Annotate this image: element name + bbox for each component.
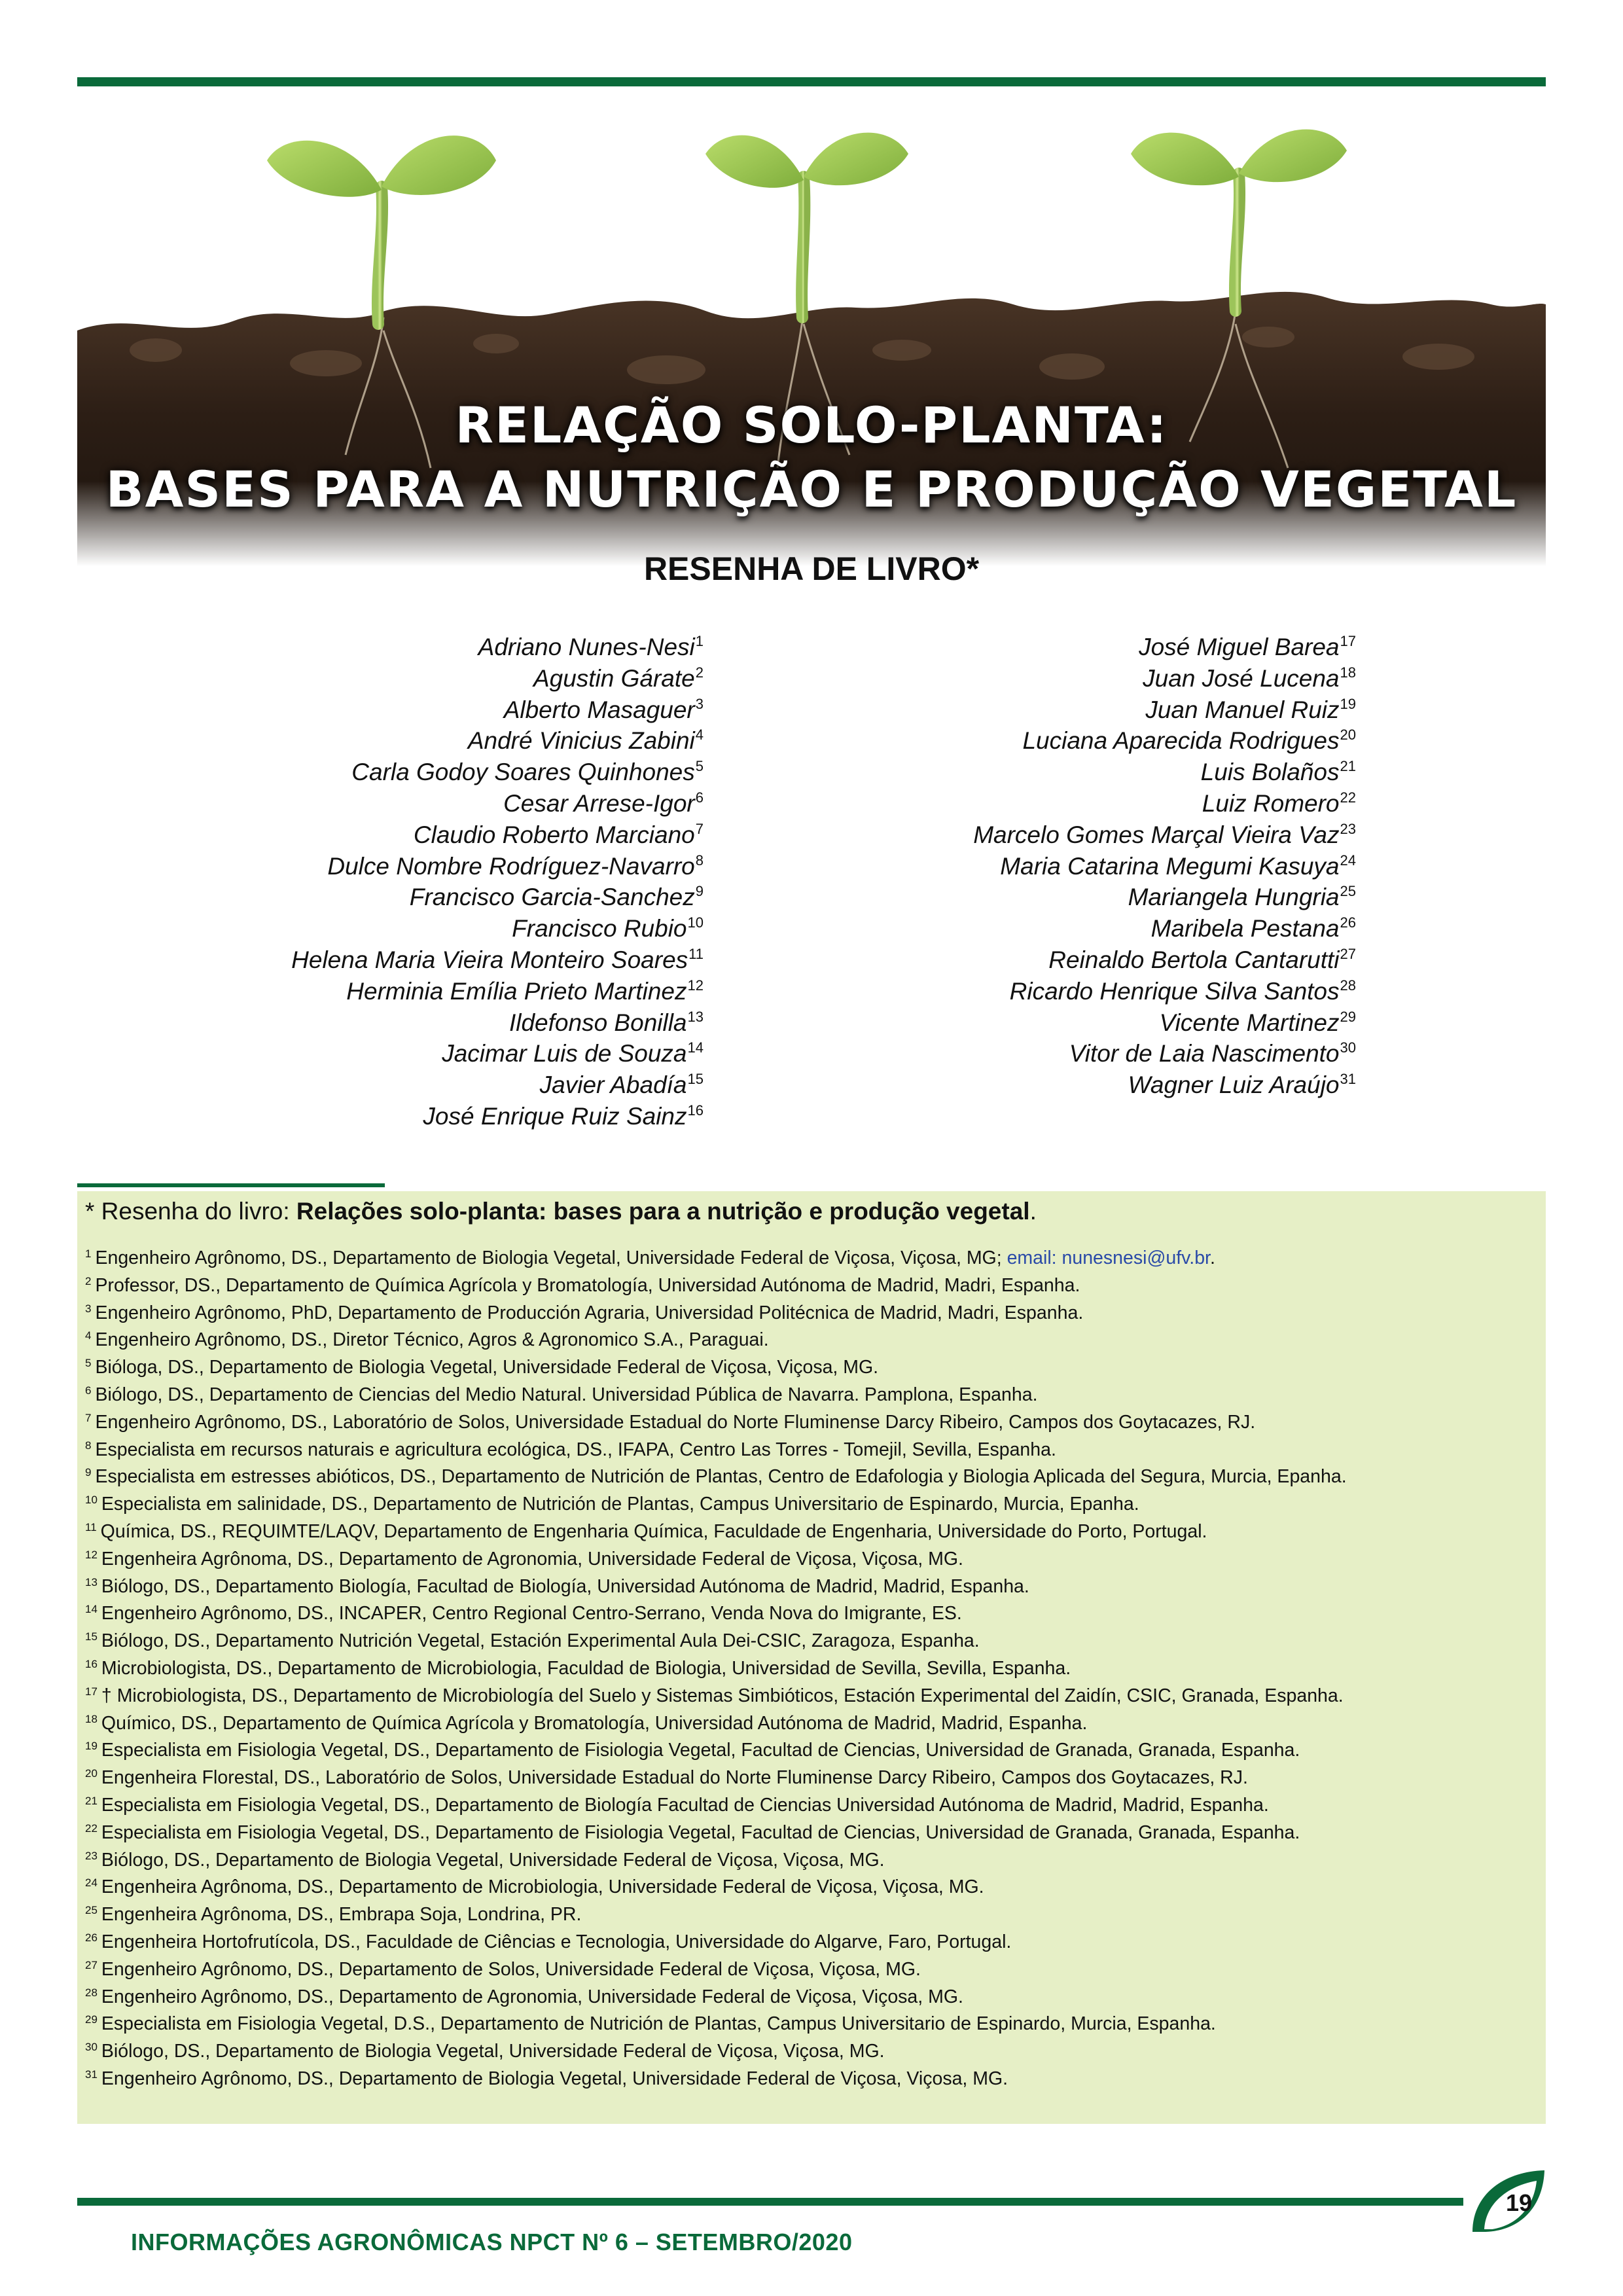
footnote (85, 1272, 1538, 1300)
author-name (818, 851, 1356, 882)
footnote-number: 27 (85, 1958, 98, 1971)
footnote-number: 22 (85, 1821, 98, 1835)
authors-left-column (196, 632, 704, 1132)
footnote-number: 5 (85, 1357, 92, 1370)
footnote-number: 13 (85, 1575, 98, 1588)
book-title: Relações solo-planta: bases para a nutrição e produção vegetal (296, 1198, 1030, 1225)
author-ref: 6 (695, 789, 704, 806)
author-ref: 30 (1340, 1039, 1356, 1056)
author-name-text: Vitor de Laia Nascimento (1069, 1040, 1340, 1067)
footnote-number: 1 (85, 1247, 92, 1260)
author-name-text: Vicente Martinez (1159, 1009, 1340, 1036)
footnote-text: Engenheiro Agrônomo, DS., Diretor Técnico, Agros & Agronomico S.A., Paraguai. (95, 1329, 769, 1351)
author-name-text: Francisco Garcia-Sanchez (409, 884, 695, 911)
footnote-number: 6 (85, 1384, 92, 1397)
author-name (196, 819, 704, 851)
author-name-text: Herminia Emília Prieto Martinez (346, 977, 687, 1005)
author-name-text: Ildefonso Bonilla (508, 1009, 687, 1036)
author-name (196, 944, 704, 976)
footnote-text: Especialista em estresses abióticos, DS., Departamento de Nutrición de Plantas, Centro de Edafologia y Biologia Aplicada del Segura, Murcia, Epanha. (95, 1466, 1347, 1488)
author-name-text: Marcelo Gomes Marçal Vieira Vaz (973, 821, 1340, 848)
author-name (196, 1007, 704, 1039)
footnote-number: 12 (85, 1548, 98, 1561)
footnote-number: 31 (85, 2068, 98, 2081)
footnote-text: Biólogo, DS., Departamento de Ciencias del Medio Natural. Universidad Pública de Navarra. Pamplona, Espanha. (95, 1384, 1038, 1405)
book-review-note (85, 1198, 1037, 1225)
footnotes (85, 1245, 1538, 2093)
footnote-number: 14 (85, 1603, 98, 1616)
notes-rule (77, 1183, 385, 1187)
footnote-number: 21 (85, 1794, 98, 1807)
author-ref: 19 (1340, 695, 1356, 712)
footnote-number: 16 (85, 1657, 98, 1670)
author-ref: 1 (695, 633, 704, 649)
author-name-text: Luis Bolaños (1200, 759, 1340, 786)
author-name (818, 1069, 1356, 1101)
author-name (818, 694, 1356, 726)
author-ref: 31 (1340, 1071, 1356, 1088)
author-name (818, 944, 1356, 976)
footnote-number: 17 (85, 1685, 98, 1698)
footnote-number: 29 (85, 2013, 98, 2026)
author-ref: 16 (687, 1102, 704, 1119)
author-name (818, 725, 1356, 757)
footnote-number: 19 (85, 1740, 98, 1753)
author-name-text: Francisco Rubio (512, 915, 687, 942)
footnote-number: 4 (85, 1329, 92, 1342)
footnote-text: † Microbiologista, DS., Departamento de Microbiología del Suelo y Sistemas Simbióticos, Estación Experimental del Zaidín, CSIC, Granada, Espanha. (101, 1685, 1344, 1706)
footnote (85, 1929, 1538, 1956)
author-name (818, 1007, 1356, 1039)
author-name (818, 976, 1356, 1007)
footnote-text: Biólogo, DS., Departamento de Biologia Vegetal, Universidade Federal de Viçosa, Viçosa, MG. (101, 1849, 885, 1871)
footnote-number: 15 (85, 1630, 98, 1643)
footnote-text: Biólogo, DS., Departamento Nutrición Vegetal, Estación Experimental Aula Dei-CSIC, Zaragoza, Espanha. (101, 1630, 980, 1652)
footnote-text: Microbiologista, DS., Departamento de Microbiologia, Faculdad de Biologia, Universidad de Sevilla, Sevilla, Espanha. (101, 1657, 1071, 1679)
footnote-text: Engenheiro Agrônomo, DS., Departamento de Solos, Universidade Federal de Viçosa, Viçosa, MG. (101, 1958, 921, 1980)
author-ref: 26 (1340, 914, 1356, 931)
footnote (85, 1655, 1538, 1683)
author-name (818, 632, 1356, 663)
footnote-number: 11 (85, 1520, 97, 1534)
author-name-text: Juan Manuel Ruiz (1145, 696, 1340, 723)
footnote-text: Bióloga, DS., Departamento de Biologia Vegetal, Universidade Federal de Viçosa, Viçosa, MG. (95, 1357, 879, 1378)
footnote (85, 1956, 1538, 1984)
footnote (85, 1463, 1538, 1491)
footnote (85, 1710, 1538, 1738)
footnote (85, 1901, 1538, 1929)
footnote (85, 1300, 1538, 1327)
bottom-rule (77, 2198, 1463, 2206)
footnote (85, 1765, 1538, 1792)
author-name-text: Dulce Nombre Rodríguez-Navarro (327, 852, 695, 880)
author-ref: 5 (695, 758, 704, 775)
author-name-text: Adriano Nunes-Nesi (478, 634, 695, 660)
author-name-text: Luiz Romero (1202, 789, 1340, 817)
author-name-text: José Miguel Barea (1139, 634, 1340, 660)
author-name (196, 757, 704, 788)
footnote-text-end: . (1209, 1247, 1215, 1268)
email-link[interactable]: email: nunesnesi@ufv.br (1007, 1247, 1210, 1268)
footnote-text: Engenheira Hortofrutícola, DS., Faculdade de Ciências e Tecnologia, Universidade do Algarve, Faro, Portugal. (101, 1931, 1012, 1952)
footnote-text: Química, DS., REQUIMTE/LAQV, Departamento de Engenharia Química, Faculdade de Engenharia, Universidade do Porto, Portugal. (100, 1520, 1207, 1542)
footnote-text: Engenheira Florestal, DS., Laboratório de Solos, Universidade Estadual do Norte Fluminense Darcy Ribeiro, Campos dos Goytacazes, RJ. (101, 1767, 1248, 1789)
author-ref: 25 (1340, 883, 1356, 900)
footnote (85, 1491, 1538, 1518)
footnote (85, 1683, 1538, 1710)
author-ref: 15 (687, 1071, 704, 1088)
footnote (85, 1518, 1538, 1546)
author-name (818, 913, 1356, 944)
footnote-number: 23 (85, 1849, 98, 1862)
footnote-number: 28 (85, 1986, 98, 1999)
author-name (196, 632, 704, 663)
footnote-text: Especialista em Fisiologia Vegetal, DS., Departamento de Biología Facultad de Ciencias Universidad Autónoma de Madrid, Madrid, Espanha. (101, 1794, 1269, 1816)
title-line-2: BASES PARA A NUTRIÇÃO E PRODUÇÃO VEGETAL (105, 460, 1518, 518)
footnote-text: Especialista em Fisiologia Vegetal, DS., Departamento de Fisiologia Vegetal, Facultad de Ciencias, Universidad de Granada, Granada, Espanha. (101, 1821, 1300, 1843)
author-ref: 23 (1340, 820, 1356, 837)
author-name (818, 757, 1356, 788)
footnote-text: Professor, DS., Departamento de Química Agrícola y Bromatología, Universidad Autónoma de Madrid, Madri, Espanha. (95, 1274, 1080, 1296)
footnote (85, 1382, 1538, 1409)
author-name (196, 976, 704, 1007)
author-name-text: Carla Godoy Soares Quinhones (351, 759, 695, 786)
author-ref: 18 (1340, 664, 1356, 681)
author-ref: 24 (1340, 852, 1356, 869)
author-name (196, 882, 704, 913)
footnote-number: 24 (85, 1876, 98, 1890)
author-name (196, 1038, 704, 1069)
author-ref: 13 (687, 1008, 704, 1025)
author-name-text: Javier Abadía (539, 1071, 687, 1099)
footnote (85, 1437, 1538, 1464)
author-ref: 22 (1340, 789, 1356, 806)
footnote-text: Engenheiro Agrônomo, DS., Laboratório de Solos, Universidade Estadual do Norte Fluminense Darcy Ribeiro, Campos dos Goytacazes, RJ. (95, 1411, 1256, 1433)
author-name (196, 1101, 704, 1132)
author-name-text: Cesar Arrese-Igor (503, 789, 695, 817)
footnote-number: 26 (85, 1931, 98, 1944)
author-name-text: Mariangela Hungria (1128, 884, 1340, 911)
footnote-text: Engenheira Agrônoma, DS., Departamento de Microbiologia, Universidade Federal de Viçosa, Viçosa, MG. (101, 1876, 984, 1898)
author-name (196, 851, 704, 882)
authors-right-column (818, 632, 1356, 1101)
author-name (196, 913, 704, 944)
footnote-number: 10 (85, 1494, 98, 1507)
author-ref: 11 (688, 945, 704, 962)
author-name-text: André Vinicius Zabini (467, 727, 695, 755)
footnote-number: 9 (85, 1466, 92, 1479)
author-name-text: Claudio Roberto Marciano (413, 821, 695, 848)
author-ref: 9 (695, 883, 704, 900)
footnote-number: 3 (85, 1302, 92, 1315)
author-name-text: Helena Maria Vieira Monteiro Soares (291, 946, 688, 973)
author-name-text: Ricardo Henrique Silva Santos (1009, 977, 1340, 1005)
author-name (818, 819, 1356, 851)
author-ref: 10 (687, 914, 704, 931)
author-name (818, 788, 1356, 819)
author-ref: 4 (695, 726, 704, 744)
author-name (818, 663, 1356, 694)
author-name (196, 1069, 704, 1101)
author-name-text: Luciana Aparecida Rodrigues (1022, 727, 1340, 755)
footnote (85, 2011, 1538, 2038)
author-ref: 14 (687, 1039, 704, 1056)
note-suffix: . (1029, 1198, 1037, 1225)
footnote-text: Engenheira Agrônoma, DS., Embrapa Soja, Londrina, PR. (101, 1904, 582, 1926)
page-number: 19 (1505, 2189, 1533, 2216)
hero-image (77, 115, 1546, 566)
footnote (85, 1600, 1538, 1628)
author-ref: 28 (1340, 977, 1356, 994)
footnote-text: Especialista em Fisiologia Vegetal, D.S., Departamento de Nutrición de Plantas, Campus Universitario de Espinardo, Murcia, Espanha. (101, 2013, 1216, 2035)
author-ref: 29 (1340, 1008, 1356, 1025)
author-ref: 20 (1340, 726, 1356, 744)
author-name (818, 1038, 1356, 1069)
footnote-text: Químico, DS., Departamento de Química Agrícola y Bromatología, Universidad Autónoma de Madrid, Madrid, Espanha. (101, 1712, 1088, 1734)
author-name (196, 694, 704, 726)
author-ref: 17 (1340, 633, 1356, 649)
author-ref: 12 (687, 977, 704, 994)
footnote-text: Engenheiro Agrônomo, PhD, Departamento de Producción Agraria, Universidad Politécnica de Madrid, Madri, Espanha. (95, 1302, 1084, 1323)
author-name-text: Jacimar Luis de Souza (442, 1040, 687, 1067)
footnote-text: Especialista em recursos naturais e agricultura ecológica, DS., IFAPA, Centro Las Torres - Tomejil, Sevilla, Espanha. (95, 1439, 1056, 1460)
footnote-text: Engenheiro Agrônomo, DS., INCAPER, Centro Regional Centro-Serrano, Venda Nova do Imigrante, ES. (101, 1603, 962, 1624)
footnote-number: 7 (85, 1411, 92, 1424)
footnote (85, 1327, 1538, 1354)
author-name (196, 788, 704, 819)
footnote-number: 18 (85, 1712, 98, 1725)
footnote-text: Engenheiro Agrônomo, DS., Departamento de Biologia Vegetal, Universidade Federal de Viçosa, Viçosa, MG. (101, 2068, 1008, 2089)
footnote-text: Engenheiro Agrônomo, DS., Departamento de Biologia Vegetal, Universidade Federal de Viçosa, Viçosa, MG; (95, 1247, 1007, 1268)
author-name (818, 882, 1356, 913)
footnote (85, 1409, 1538, 1437)
footnote-number: 2 (85, 1274, 92, 1287)
footnote-text: Engenheira Agrônoma, DS., Departamento de Agronomia, Universidade Federal de Viçosa, Viçosa, MG. (101, 1548, 963, 1570)
author-ref: 2 (695, 664, 704, 681)
footer-publication: INFORMAÇÕES AGRONÔMICAS NPCT Nº 6 – SETEMBRO/2020 (131, 2229, 853, 2255)
subtitle: RESENHA DE LIVRO* (643, 550, 980, 587)
footnote-number: 25 (85, 1904, 98, 1917)
author-ref: 8 (695, 852, 704, 869)
author-name-text: José Enrique Ruiz Sainz (423, 1102, 687, 1130)
footnote-text: Especialista em Fisiologia Vegetal, DS., Departamento de Fisiologia Vegetal, Facultad de Ciencias, Universidad de Granada, Granada, Espanha. (101, 1740, 1300, 1761)
footnote (85, 1847, 1538, 1874)
footnote-number: 8 (85, 1439, 92, 1452)
footnote (85, 1245, 1538, 1272)
author-name-text: Maribela Pestana (1150, 915, 1340, 942)
note-prefix: * Resenha do livro: (85, 1198, 296, 1225)
footnote-text: Biólogo, DS., Departamento de Biologia Vegetal, Universidade Federal de Viçosa, Viçosa, MG. (101, 2041, 885, 2062)
author-ref: 3 (695, 695, 704, 712)
footnote-number: 20 (85, 1767, 98, 1780)
author-ref: 21 (1340, 758, 1356, 775)
author-ref: 7 (695, 820, 704, 837)
author-name-text: Juan José Lucena (1143, 664, 1340, 692)
footnote (85, 1792, 1538, 1820)
top-rule (77, 77, 1546, 86)
footnote (85, 1546, 1538, 1573)
footnote (85, 1984, 1538, 2011)
footnote (85, 1874, 1538, 1901)
footnote (85, 1737, 1538, 1765)
footnote (85, 1628, 1538, 1655)
footnote-number: 30 (85, 2041, 98, 2054)
footnote-text: Especialista em salinidade, DS., Departamento de Nutrición de Plantas, Campus Universitario de Espinardo, Murcia, Epanha. (101, 1494, 1139, 1515)
title-line-1: RELAÇÃO SOLO-PLANTA: (455, 396, 1168, 454)
author-name (196, 725, 704, 757)
footnote (85, 1354, 1538, 1382)
author-name-text: Alberto Masaguer (503, 696, 695, 723)
author-name-text: Agustin Gárate (533, 664, 695, 692)
author-name-text: Maria Catarina Megumi Kasuya (1000, 852, 1340, 880)
footnote (85, 2066, 1538, 2093)
author-ref: 27 (1340, 945, 1356, 962)
author-name (196, 663, 704, 694)
footnote-text: Biólogo, DS., Departamento Biología, Facultad de Biología, Universidad Autónoma de Madrid, Madrid, Espanha. (101, 1575, 1029, 1597)
footnote-text: Engenheiro Agrônomo, DS., Departamento de Agronomia, Universidade Federal de Viçosa, Viçosa, MG. (101, 1986, 963, 2007)
footnote (85, 2038, 1538, 2066)
author-name-text: Wagner Luiz Araújo (1128, 1071, 1340, 1099)
footnote (85, 1573, 1538, 1601)
footnote (85, 1820, 1538, 1847)
author-name-text: Reinaldo Bertola Cantarutti (1048, 946, 1340, 973)
